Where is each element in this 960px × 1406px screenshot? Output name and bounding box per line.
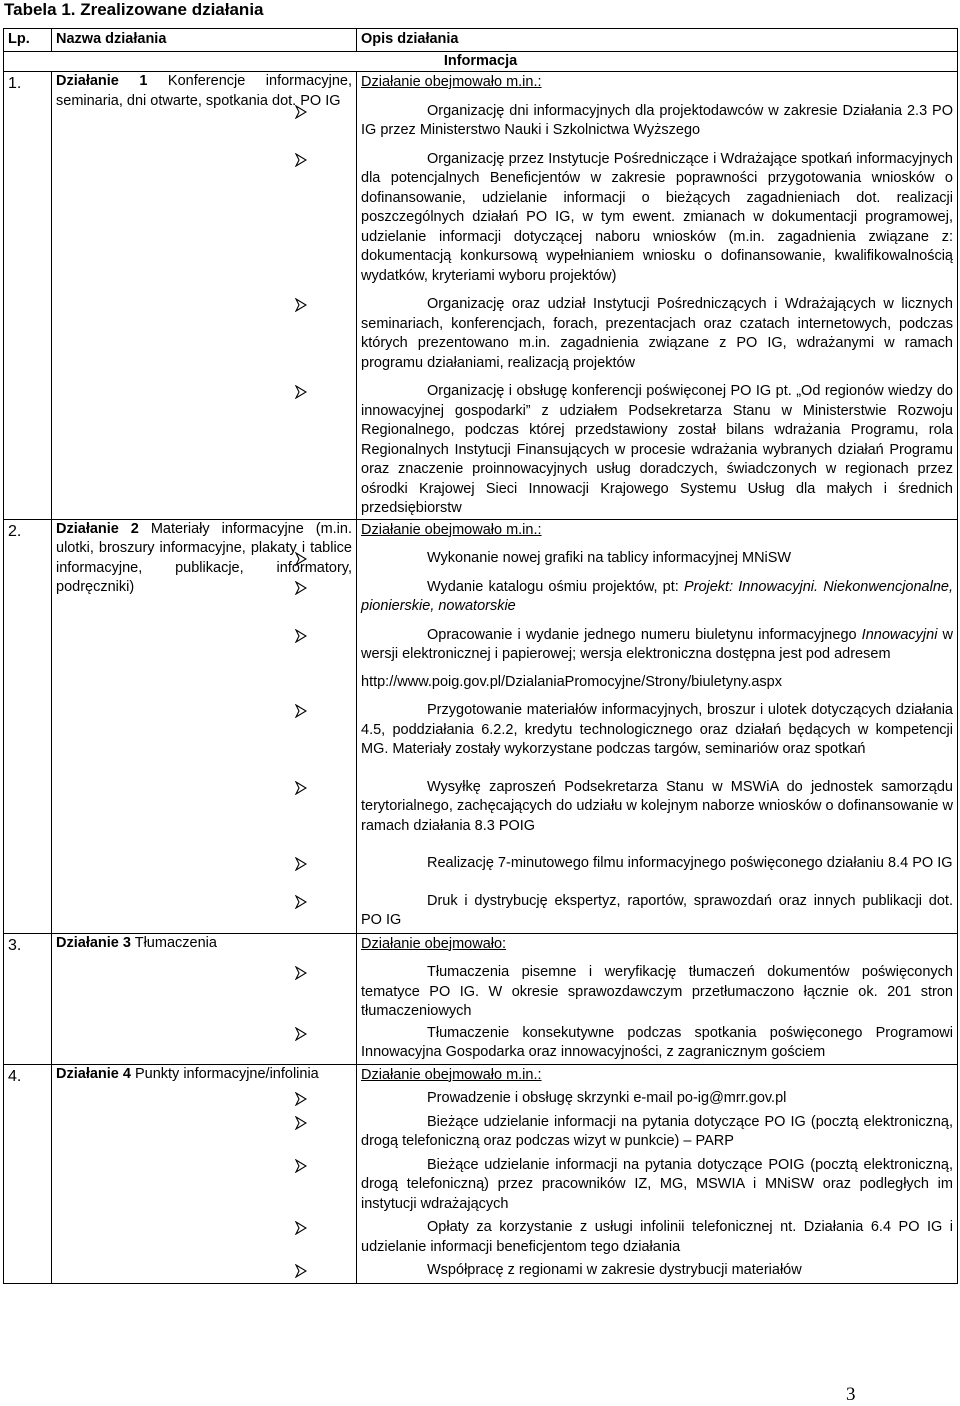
list-item: Wydanie katalogu ośmiu projektów, pt: Projekt: Innowacyjni. Niekonwencjonalne, pionierskie, nowatorskie bbox=[361, 578, 953, 617]
arrowhead-bullet-icon bbox=[295, 382, 317, 403]
arrowhead-bullet-icon bbox=[295, 549, 317, 570]
table-row bbox=[4, 933, 958, 1064]
action-name-text: Materiały informacyjne (m.in. ulotki, broszury informacyjne, plakaty i tablice informacyjne, publikacje, informatory, podręczniki) bbox=[56, 520, 352, 595]
action-description bbox=[357, 933, 958, 1064]
list-item: Przygotowanie materiałów informacyjnych, broszur i ulotek dotyczących działania 4.5, poddziałania 6.2.2, kredytu technologicznego oraz działań będących w kompetencji MG. Materiały zostały wykorzystane podczas targów, seminariów oraz spotkań bbox=[361, 701, 953, 760]
list-item: Organizację przez Instytucje Pośredniczące i Wdrażające spotkań informacyjnych dla potencjalnych Beneficjentów w zakresie poprawności przygotowania wniosków o dofinansowanie, udzielanie informacji o bieżących zagadnieniach dot. realizacji poszczególnych działań PO IG, w tym ewent. zmianach w dokumentacji programowej, udzielanie informacji dotyczącej naboru wniosków (m.in. zagadnienia związane z: dokumentacją konkursową wypełnianiem wniosku o dofinansowanie, kwalifikowalnością wydatków, kryteriami wyboru projektów) bbox=[361, 150, 953, 287]
arrowhead-bullet-icon bbox=[295, 854, 317, 875]
arrowhead-bullet-icon bbox=[295, 1261, 317, 1282]
bullet-list bbox=[361, 1089, 953, 1281]
table-row bbox=[4, 519, 958, 933]
activities-table bbox=[3, 28, 958, 1284]
header-desc: Opis działania bbox=[357, 29, 958, 52]
list-item: Tłumaczenia pisemne i weryfikację tłumaczeń dokumentów poświęconych tematyce PO IG. W okresie sprawozdawczym przetłumaczono łącznie ok. 201 stron tłumaczeniowych bbox=[361, 963, 953, 1022]
table-header-row bbox=[4, 29, 958, 52]
list-item: Organizację oraz udział Instytucji Pośredniczących i Wdrażających w licznych seminariach, konferencjach, forach, prezentacjach oraz czatach internetowych, podczas których prezentowano m.in. zagadnienia związane z PO IG, wdrażanymi w ramach programu działaniami, realizacją projektów bbox=[361, 295, 953, 373]
arrowhead-bullet-icon bbox=[295, 1218, 317, 1239]
description-intro: Działanie obejmowało: bbox=[361, 935, 507, 952]
action-name-text: Konferencje informacyjne, seminaria, dni otwarte, spotkania dot. PO IG bbox=[56, 73, 353, 109]
table-row bbox=[4, 1064, 958, 1283]
row-number: 1. bbox=[4, 72, 52, 520]
row-number: 3. bbox=[4, 933, 52, 1064]
list-item: Wysyłkę zaproszeń Podsekretarza Stanu w MSWiA do jednostek samorządu terytorialnego, zachęcających do udziału w kolejnym naborze wniosków o dofinansowanie w ramach działania 8.3 POIG bbox=[361, 778, 953, 837]
row-number: 2. bbox=[4, 519, 52, 933]
table-caption: Tabela 1. Zrealizowane działania bbox=[4, 0, 264, 19]
arrowhead-bullet-icon bbox=[295, 150, 317, 171]
action-name-bold: Działanie 4 bbox=[56, 1065, 131, 1082]
table-subheader-row bbox=[4, 51, 958, 72]
arrowhead-bullet-icon bbox=[295, 892, 317, 913]
list-item: Bieżące udzielanie informacji na pytania dotyczące PO IG (pocztą elektroniczną, drogą telefoniczną oraz podczas wizyt w punkcie) – PARP bbox=[361, 1113, 953, 1152]
action-name-bold: Działanie 1 bbox=[56, 73, 148, 89]
bullet-list bbox=[361, 549, 953, 931]
action-description bbox=[357, 1064, 958, 1283]
arrowhead-bullet-icon bbox=[295, 963, 317, 984]
action-name bbox=[52, 933, 357, 1064]
arrowhead-bullet-icon bbox=[295, 626, 317, 647]
list-item: Współpracę z regionami w zakresie dystrybucji materiałów bbox=[361, 1261, 953, 1281]
arrowhead-bullet-icon bbox=[295, 102, 317, 123]
action-description bbox=[357, 72, 958, 520]
list-item: Organizację dni informacyjnych dla projektodawców w zakresie Działania 2.3 PO IG przez Ministerstwo Nauki i Szkolnictwa Wyższego bbox=[361, 102, 953, 141]
action-description bbox=[357, 519, 958, 933]
arrowhead-bullet-icon bbox=[295, 1156, 317, 1177]
action-name-text: Punkty informacyjne/infolinia bbox=[130, 1065, 319, 1082]
bullet-list bbox=[361, 102, 953, 519]
arrowhead-bullet-icon bbox=[295, 778, 317, 799]
description-intro: Działanie obejmowało m.in.: bbox=[361, 74, 542, 90]
list-item: Druk i dystrybucję ekspertyz, raportów, sprawozdań oraz innych publikacji dot. PO IG bbox=[361, 892, 953, 931]
arrowhead-bullet-icon bbox=[295, 701, 317, 722]
arrowhead-bullet-icon bbox=[295, 1024, 317, 1045]
arrowhead-bullet-icon bbox=[295, 578, 317, 599]
bullet-list bbox=[361, 963, 953, 1063]
action-name-bold: Działanie 3 bbox=[56, 934, 131, 951]
description-intro: Działanie obejmowało m.in.: bbox=[361, 521, 542, 538]
action-name-bold: Działanie 2 bbox=[56, 520, 139, 537]
arrowhead-bullet-icon bbox=[295, 295, 317, 316]
list-item: Tłumaczenie konsekutywne podczas spotkania poświęconego Programowi Innowacyjna Gospodarka oraz innowacyjności, z zagranicznym gościem bbox=[361, 1024, 953, 1063]
list-item: Realizację 7-minutowego filmu informacyjnego poświęconego działaniu 8.4 PO IG bbox=[361, 854, 953, 874]
list-item: Organizację i obsługę konferencji poświęconej PO IG pt. „Od regionów wiedzy do innowacyjnej gospodarki” z udziałem Podsekretarza Stanu w Ministerstwie Rozwoju Regionalnego, podczas której przedstawiony został bilans wdrażania Programu, rola Regionalnych Instytucji Finansujących w procesie wdrażania wybranych działań Programu oraz znaczenie proinnowacyjnych usług doradczych, świadczonych w regionach przez ośrodki Krajowej Sieci Innowacji Krajowego Systemu Usług dla małych i średnich przedsiębiorstw bbox=[361, 382, 953, 519]
header-name: Nazwa działania bbox=[52, 29, 357, 52]
action-name-text: Tłumaczenia bbox=[130, 934, 217, 951]
list-item: Opracowanie i wydanie jednego numeru biuletynu informacyjnego Innowacyjni w wersji elektronicznej i papierowej; wersja elektroniczna dostępna jest pod adresem http://www.poig.gov.pl/DzialaniaPromocyjne/Strony/biuletyny.aspx bbox=[361, 626, 953, 693]
table-row bbox=[4, 72, 958, 520]
subheader-informacja: Informacja bbox=[4, 51, 958, 72]
list-item: Wykonanie nowej grafiki na tablicy informacyjnej MNiSW bbox=[361, 549, 953, 569]
biuletyn-url[interactable]: http://www.poig.gov.pl/DzialaniaPromocyjne/Strony/biuletyny.aspx bbox=[361, 673, 782, 690]
page-number: 3 bbox=[846, 1384, 856, 1405]
header-lp: Lp. bbox=[4, 29, 52, 52]
list-item: Opłaty za korzystanie z usługi infolinii telefonicznej nt. Działania 6.4 PO IG i udzielanie informacji beneficjentom tego działania bbox=[361, 1218, 953, 1257]
list-item: Prowadzenie i obsługę skrzynki e-mail po-ig@mrr.gov.pl bbox=[361, 1089, 953, 1109]
arrowhead-bullet-icon bbox=[295, 1113, 317, 1134]
arrowhead-bullet-icon bbox=[295, 1089, 317, 1110]
row-number: 4. bbox=[4, 1064, 52, 1283]
description-intro: Działanie obejmowało m.in.: bbox=[361, 1066, 542, 1083]
list-item: Bieżące udzielanie informacji na pytania dotyczące POIG (pocztą elektroniczną, drogą telefoniczną) przez pracowników IZ, MG, MSWIA i MNiSW oraz podległych im instytucji wdrażających bbox=[361, 1156, 953, 1215]
